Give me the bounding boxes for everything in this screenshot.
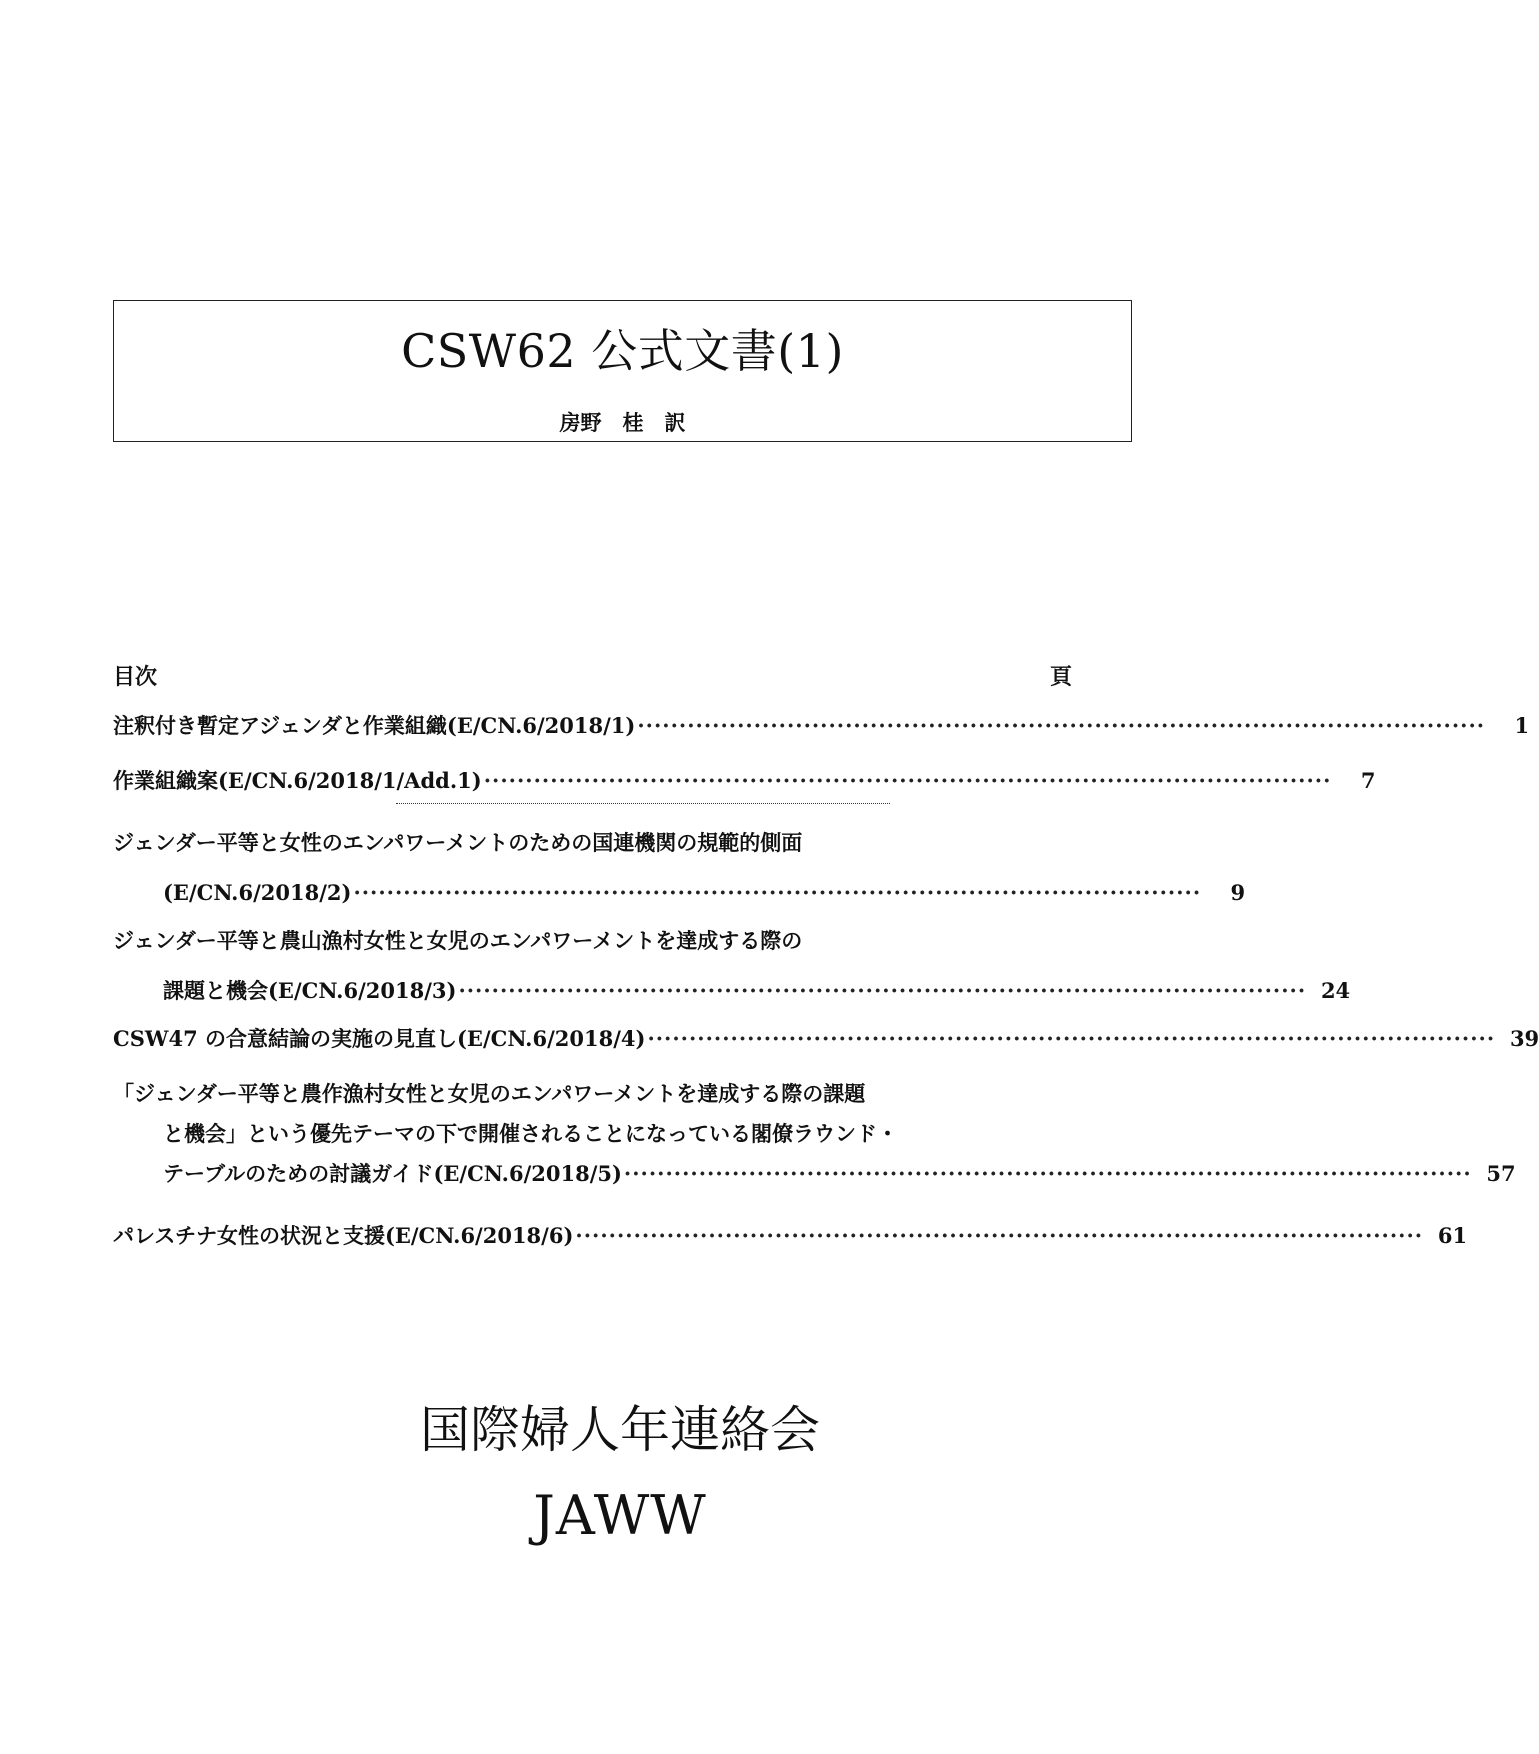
toc-entry-title: パレスチナ女性の状況と支援(E/CN.6/2018/6) <box>113 1223 574 1248</box>
toc-page-heading: 頁 <box>1050 664 1073 690</box>
toc-entry-title-cont: (E/CN.6/2018/2) <box>163 880 352 905</box>
toc-entry-title-cont: テーブルのための討議ガイド(E/CN.6/2018/5) <box>163 1161 622 1186</box>
toc-entry-title: 注釈付き暫定アジェンダと作業組織(E/CN.6/2018/1) <box>113 713 636 738</box>
toc-heading: 目次 <box>113 664 158 690</box>
toc-entry <box>113 926 1351 1006</box>
dotted-underline <box>396 803 890 804</box>
toc-entry-page: 57 <box>1486 1161 1516 1186</box>
dot-leader: ······································································································ <box>353 880 1202 905</box>
toc-entry <box>113 766 1376 796</box>
toc-entry-page: 24 <box>1320 978 1351 1003</box>
toc-entry <box>113 1079 1516 1189</box>
dot-leader: ······································································································ <box>483 768 1332 793</box>
organization-name-jp: 国際婦人年連絡会 <box>420 1401 820 1459</box>
toc-entry-page: 1 <box>1514 713 1530 738</box>
toc-entry-title: 作業組織案(E/CN.6/2018/1/Add.1) <box>113 768 482 793</box>
toc-entry-title-cont: と機会」という優先テーマの下で開催されることになっている閣僚ラウンド・ <box>163 1121 898 1146</box>
toc-entry <box>113 828 1246 908</box>
title-box <box>113 300 1132 442</box>
toc-entry-page: 9 <box>1230 880 1246 905</box>
toc-entry-title: ジェンダー平等と農山漁村女性と女児のエンパワーメントを達成する際の <box>113 928 803 953</box>
dot-leader: ······································································································ <box>647 1026 1496 1051</box>
organization-name-en: JAWW <box>533 1484 707 1547</box>
toc-entry-page: 39 <box>1509 1026 1539 1051</box>
toc-entry <box>113 1024 1539 1054</box>
dot-leader: ······································································································ <box>623 1161 1472 1186</box>
toc-entry-title: 「ジェンダー平等と農作漁村女性と女児のエンパワーメントを達成する際の課題 <box>113 1081 866 1106</box>
toc-entry <box>113 1221 1468 1251</box>
dot-leader: ······································································································ <box>637 713 1486 738</box>
translator-credit: 房野 桂 訳 <box>559 410 686 435</box>
toc-entry-page: 7 <box>1360 768 1376 793</box>
dot-leader: ······································································································ <box>458 978 1307 1003</box>
toc-entry-title: CSW47 の合意結論の実施の見直し(E/CN.6/2018/4) <box>113 1026 646 1051</box>
document-title: CSW62 公式文書(1) <box>401 324 844 378</box>
dot-leader: ······································································································ <box>575 1223 1424 1248</box>
toc-entry-title-cont: 課題と機会(E/CN.6/2018/3) <box>163 978 457 1003</box>
toc-entry-page: 61 <box>1437 1223 1468 1248</box>
toc-entry-title: ジェンダー平等と女性のエンパワーメントのための国連機関の規範的側面 <box>113 830 803 855</box>
toc-entry <box>113 711 1530 741</box>
